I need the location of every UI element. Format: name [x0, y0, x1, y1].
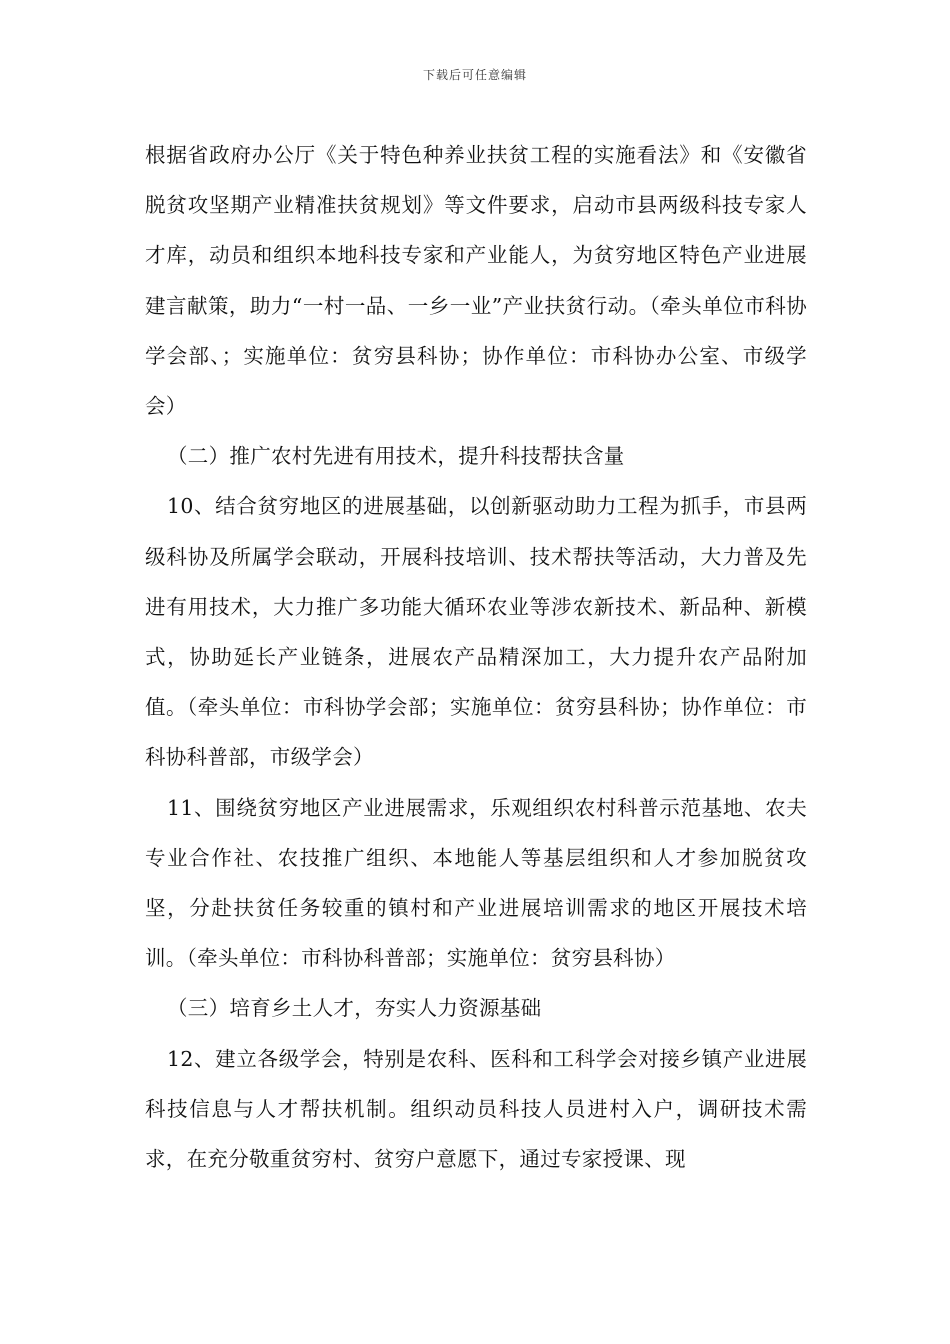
- section-heading-3: （三）培育乡土人才，夯实人力资源基础: [167, 996, 542, 1021]
- page-header: 下载后可任意编辑: [422, 68, 527, 82]
- paragraph-item-11: 11、围绕贫穷地区产业进展需求，乐观组织农村科普示范基地、农夫专业合作社、农技推广组织、本地能人等基层组织和人才参加脱贫攻坚，分赴扶贫任务较重的镇村和产业进展培训需求的地区开展技术培训。（牵头单位：市科协科普部；实施单位：贫穷县科协）: [145, 795, 807, 971]
- section-heading-2: （二）推广农村先进有用技术，提升科技帮扶含量: [167, 444, 625, 469]
- paragraph-intro: 根据省政府办公厅《关于特色种养业扶贫工程的实施看法》和《安徽省脱贫攻坚期产业精准扶贫规划》等文件要求，启动市县两级科技专家人才库，动员和组织本地科技专家和产业能人，为贫穷地区特色产业进展建言献策，助力“一村一品、一乡一业”产业扶贫行动。（牵头单位市科协学会部、；实施单位：贫穷县科协；协作单位：市科协办公室、市级学会）: [145, 143, 807, 419]
- document-body: [145, 130, 807, 1184]
- paragraph-item-12: 12、建立各级学会，特别是农科、医科和工科学会对接乡镇产业进展科技信息与人才帮扶机制。组织动员科技人员进村入户，调研技术需求，在充分敬重贫穷村、贫穷户意愿下，通过专家授课、现: [145, 1046, 807, 1172]
- paragraph-item-10: 10、结合贫穷地区的进展基础，以创新驱动助力工程为抓手，市县两级科协及所属学会联动，开展科技培训、技术帮扶等活动，大力普及先进有用技术，大力推广多功能大循环农业等涉农新技术、新品种、新模式，协助延长产业链条，进展农产品精深加工，大力提升农产品附加值。（牵头单位：市科协学会部；实施单位：贫穷县科协；协作单位：市科协科普部，市级学会）: [145, 494, 807, 770]
